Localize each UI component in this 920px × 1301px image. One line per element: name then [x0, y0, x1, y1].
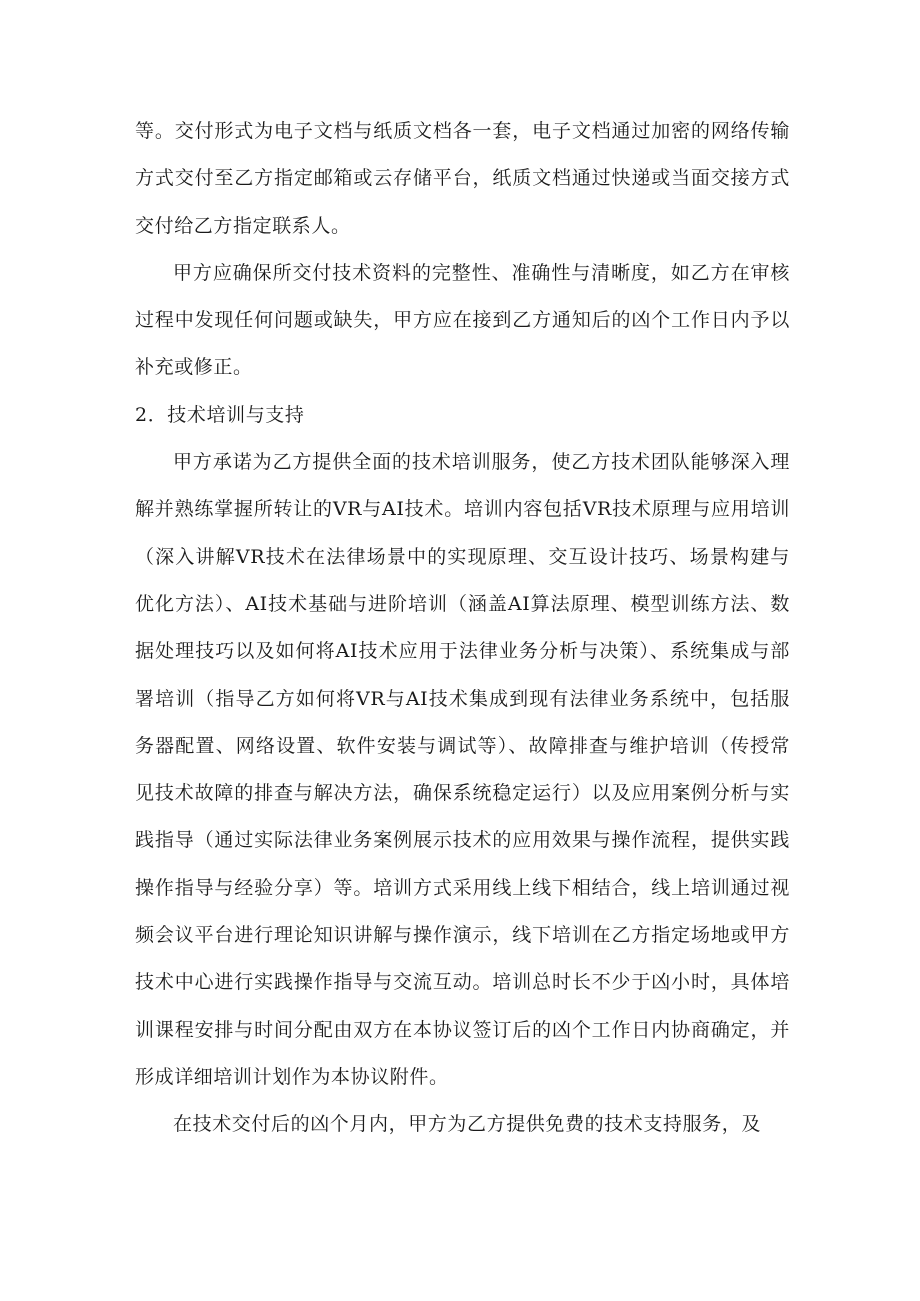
- document-body: [135, 108, 790, 1149]
- paragraph-data-integrity: 甲方应确保所交付技术资料的完整性、准确性与清晰度，如乙方在审核过程中发现任何问题或缺失，甲方应在接到乙方通知后的凶个工作日内予以补充或修正。: [135, 261, 790, 379]
- section-heading-training-support: 2．技术培训与支持: [135, 403, 305, 426]
- paragraph-technical-support: 在技术交付后的凶个月内，甲方为乙方提供免费的技术支持服务，及: [173, 1113, 762, 1136]
- paragraph-delivery-form: 等。交付形式为电子文档与纸质文档各一套，电子文档通过加密的网络传输方式交付至乙方指定邮箱或云存储平台，纸质文档通过快递或当面交接方式交付给乙方指定联系人。: [135, 120, 790, 237]
- paragraph-training-content: 甲方承诺为乙方提供全面的技术培训服务，使乙方技术团队能够深入理解并熟练掌握所转让的VR与AI技术。培训内容包括VR技术原理与应用培训（深入讲解VR技术在法律场景中的实现原理、交互设计技巧、场景构建与优化方法）、AI技术基础与进阶培训（涵盖AI算法原理、模型训练方法、数据处理技巧以及如何将AI技术应用于法律业务分析与决策）、系统集成与部署培训（指导乙方如何将VR与AI技术集成到现有法律业务系统中，包括服务器配置、网络设置、软件安装与调试等）、故障排查与维护培训（传授常见技术故障的排查与解决方法，确保系统稳定运行）以及应用案例分析与实践指导（通过实际法律业务案例展示技术的应用效果与操作流程，提供实践操作指导与经验分享）等。培训方式采用线上线下相结合，线上培训通过视频会议平台进行理论知识讲解与操作演示，线下培训在乙方指定场地或甲方技术中心进行实践操作指导与交流互动。培训总时长不少于凶小时，具体培训课程安排与时间分配由双方在本协议签订后的凶个工作日内协商确定，并形成详细培训计划作为本协议附件。: [135, 451, 790, 1088]
